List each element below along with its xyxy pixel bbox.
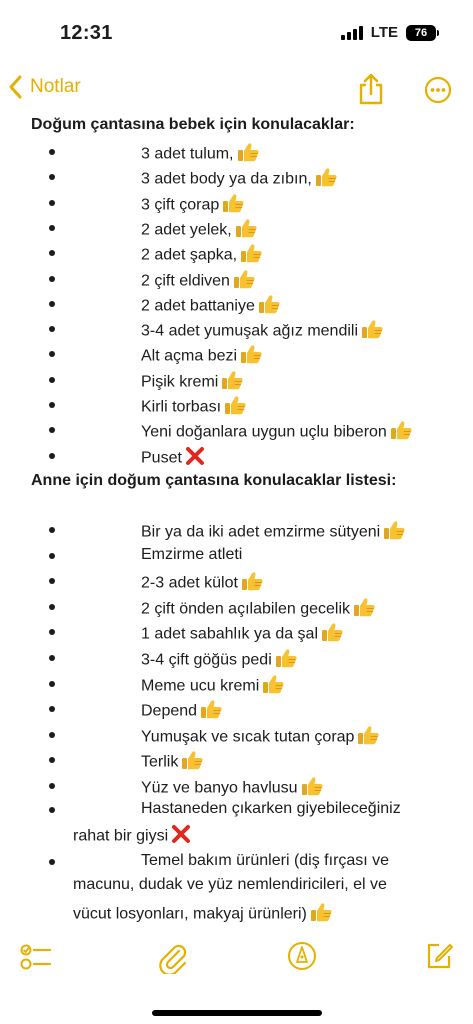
list-item bbox=[0, 518, 473, 543]
status-bar bbox=[0, 0, 473, 62]
list-item bbox=[0, 267, 473, 292]
compose-button[interactable] bbox=[424, 941, 454, 976]
list-item bbox=[0, 544, 473, 569]
list-item-text bbox=[141, 193, 244, 218]
list-item-label: Emzirme atleti bbox=[141, 545, 243, 563]
bullet bbox=[49, 427, 55, 433]
checklist-button[interactable] bbox=[20, 942, 52, 977]
list-item-text bbox=[141, 597, 375, 622]
bullet bbox=[49, 578, 55, 584]
list-item-label: 2 çift eldiven bbox=[141, 272, 230, 290]
list-item bbox=[0, 292, 473, 317]
status-time: 12:31 bbox=[60, 22, 113, 44]
bullet bbox=[49, 225, 55, 231]
thumbs-up-icon bbox=[240, 243, 262, 268]
list-item-text bbox=[141, 142, 259, 167]
list-item-label: 3-4 adet yumuşak ağız mendili bbox=[141, 322, 358, 340]
thumbs-up-icon bbox=[221, 370, 243, 395]
list-item-text-continued: vücut losyonları, makyaj ürünleri) bbox=[73, 905, 307, 923]
bottom-toolbar bbox=[0, 936, 473, 980]
list-item bbox=[0, 165, 473, 190]
list-item bbox=[0, 595, 473, 620]
bullet bbox=[49, 732, 55, 738]
bullet bbox=[49, 250, 55, 256]
cross-mark-icon bbox=[171, 824, 191, 849]
list-item-label: Yeni doğanlara uygun uçlu biberon bbox=[141, 424, 387, 442]
bullet bbox=[49, 706, 55, 712]
list-item-text-continued: rahat bir giysi bbox=[73, 827, 169, 845]
bullet bbox=[49, 807, 55, 813]
list-item bbox=[0, 140, 473, 165]
bullet bbox=[49, 402, 55, 408]
list-item-label: 3 adet body ya da zıbın, bbox=[141, 171, 312, 189]
more-button[interactable] bbox=[424, 76, 452, 109]
thumbs-up-icon bbox=[224, 395, 246, 420]
thumbs-up-icon bbox=[241, 571, 263, 596]
list-item bbox=[0, 850, 473, 875]
list-item bbox=[0, 620, 473, 645]
list-item-continuation: macunu, dudak ve yüz nemlendiricileri, el ve bbox=[73, 876, 387, 893]
battery-level: 76 bbox=[414, 26, 428, 39]
list-item-text bbox=[141, 546, 242, 564]
list-item bbox=[0, 191, 473, 216]
list-item-text bbox=[141, 725, 379, 750]
list-item-label: 2 çift önden açılabilen gecelik bbox=[141, 600, 351, 618]
bullet bbox=[49, 859, 55, 865]
thumbs-up-icon bbox=[237, 142, 259, 167]
list-item-text bbox=[141, 674, 284, 699]
thumbs-up-icon bbox=[321, 622, 343, 647]
bullet bbox=[49, 629, 55, 635]
bullet bbox=[49, 326, 55, 332]
list-item-label: 2 adet yelek, bbox=[141, 221, 232, 239]
thumbs-up-icon bbox=[262, 674, 284, 699]
list-item-label: Pişik kremi bbox=[141, 373, 219, 391]
back-button[interactable] bbox=[8, 74, 81, 100]
list-item-text bbox=[141, 395, 246, 420]
list-item-text bbox=[141, 370, 243, 395]
list-item bbox=[0, 748, 473, 773]
list-item-label: 1 adet sabahlık ya da şal bbox=[141, 626, 319, 644]
list-item-label: 3-4 çift göğüs pedi bbox=[141, 651, 272, 669]
bullet bbox=[49, 783, 55, 789]
list-item-label: 2-3 adet külot bbox=[141, 574, 238, 592]
thumbs-up-icon bbox=[240, 344, 262, 369]
bullet bbox=[49, 174, 55, 180]
list-item bbox=[0, 697, 473, 722]
thumbs-up-icon bbox=[353, 597, 375, 622]
list-item bbox=[0, 569, 473, 594]
status-indicators bbox=[341, 24, 439, 41]
list-item-text bbox=[141, 520, 405, 545]
bullet bbox=[49, 301, 55, 307]
bullet bbox=[49, 553, 55, 559]
bullet bbox=[49, 149, 55, 155]
attachment-button[interactable] bbox=[158, 940, 188, 979]
bullet bbox=[49, 655, 55, 661]
navigation-bar bbox=[0, 70, 473, 114]
list-item-label: 2 adet şapka, bbox=[141, 246, 238, 264]
bullet bbox=[49, 276, 55, 282]
list-item bbox=[0, 418, 473, 443]
list-item-label: Terlik bbox=[141, 754, 179, 772]
list-item bbox=[0, 317, 473, 342]
thumbs-up-icon bbox=[233, 269, 255, 294]
list-item-continuation bbox=[73, 902, 332, 927]
list-item-text bbox=[141, 167, 337, 192]
attachment-icon bbox=[158, 940, 188, 974]
list-item bbox=[0, 342, 473, 367]
list-item-label: Bir ya da iki adet emzirme sütyeni bbox=[141, 523, 381, 541]
list-item-text bbox=[141, 319, 383, 344]
more-icon bbox=[424, 76, 452, 104]
thumbs-up-icon bbox=[361, 319, 383, 344]
list-item-text bbox=[141, 699, 222, 724]
list-item bbox=[0, 798, 473, 823]
thumbs-up-icon bbox=[275, 648, 297, 673]
list-item-label: Yumuşak ve sıcak tutan çorap bbox=[141, 728, 355, 746]
thumbs-up-icon bbox=[310, 902, 332, 927]
bullet bbox=[49, 453, 55, 459]
bullet bbox=[49, 681, 55, 687]
back-label: Notlar bbox=[30, 76, 81, 97]
thumbs-up-icon bbox=[383, 520, 405, 545]
list-item-label: Puset bbox=[141, 449, 182, 467]
list-item-label: 3 adet tulum, bbox=[141, 145, 234, 163]
bullet bbox=[49, 527, 55, 533]
list-item-text bbox=[141, 648, 297, 673]
list-item-text bbox=[141, 294, 280, 319]
list-item bbox=[0, 393, 473, 418]
list-item bbox=[0, 241, 473, 266]
list-item-text bbox=[141, 218, 257, 243]
list-item-text bbox=[141, 622, 343, 647]
list-item bbox=[0, 774, 473, 799]
cross-mark-icon bbox=[185, 446, 205, 471]
thumbs-up-icon bbox=[315, 167, 337, 192]
list-item-text bbox=[141, 344, 262, 369]
list-item-text: Hastaneden çıkarken giyebileceğiniz bbox=[141, 800, 401, 817]
checklist-icon bbox=[20, 942, 52, 972]
list-item-continuation bbox=[73, 824, 191, 849]
list-item-label: 2 adet battaniye bbox=[141, 297, 255, 315]
list-item bbox=[0, 646, 473, 671]
chevron-left-icon bbox=[8, 74, 24, 100]
thumbs-up-icon bbox=[222, 193, 244, 218]
bullet bbox=[49, 604, 55, 610]
markup-button[interactable] bbox=[287, 941, 317, 976]
thumbs-up-icon bbox=[390, 420, 412, 445]
thumbs-up-icon bbox=[357, 725, 379, 750]
compose-icon bbox=[424, 941, 454, 971]
list-item-label: Depend bbox=[141, 702, 198, 720]
list-item-label: Yüz ve banyo havlusu bbox=[141, 779, 298, 797]
bullet bbox=[49, 351, 55, 357]
network-type: LTE bbox=[370, 24, 398, 41]
share-button[interactable] bbox=[356, 72, 386, 111]
battery-icon bbox=[406, 25, 439, 41]
mother-list-heading: Anne için doğum çantasına konulacaklar listesi: bbox=[31, 472, 397, 489]
bullet bbox=[49, 757, 55, 763]
thumbs-up-icon bbox=[258, 294, 280, 319]
list-item-label: Alt açma bezi bbox=[141, 348, 238, 366]
bullet bbox=[49, 377, 55, 383]
list-item bbox=[0, 444, 473, 469]
list-item-text bbox=[141, 571, 263, 596]
thumbs-up-icon bbox=[235, 218, 257, 243]
share-icon bbox=[356, 72, 386, 106]
list-item bbox=[0, 216, 473, 241]
list-item-text bbox=[141, 446, 205, 471]
cellular-signal-icon bbox=[341, 26, 363, 40]
list-item bbox=[0, 672, 473, 697]
list-item-text bbox=[141, 243, 262, 268]
list-item bbox=[0, 368, 473, 393]
bullet bbox=[49, 200, 55, 206]
list-item-text bbox=[141, 750, 203, 775]
list-item-label: 3 çift çorap bbox=[141, 196, 220, 214]
home-indicator[interactable] bbox=[152, 1010, 322, 1016]
list-item-label: Kirli torbası bbox=[141, 398, 222, 416]
baby-list-heading: Doğum çantasına bebek için konulacaklar: bbox=[31, 116, 355, 133]
thumbs-up-icon bbox=[181, 750, 203, 775]
markup-pen-icon bbox=[287, 941, 317, 971]
list-item-text: Temel bakım ürünleri (diş fırçası ve bbox=[141, 852, 390, 869]
list-item-label: Meme ucu kremi bbox=[141, 677, 260, 695]
list-item-text bbox=[141, 420, 412, 445]
thumbs-up-icon bbox=[200, 699, 222, 724]
list-item-text bbox=[141, 269, 255, 294]
list-item bbox=[0, 723, 473, 748]
